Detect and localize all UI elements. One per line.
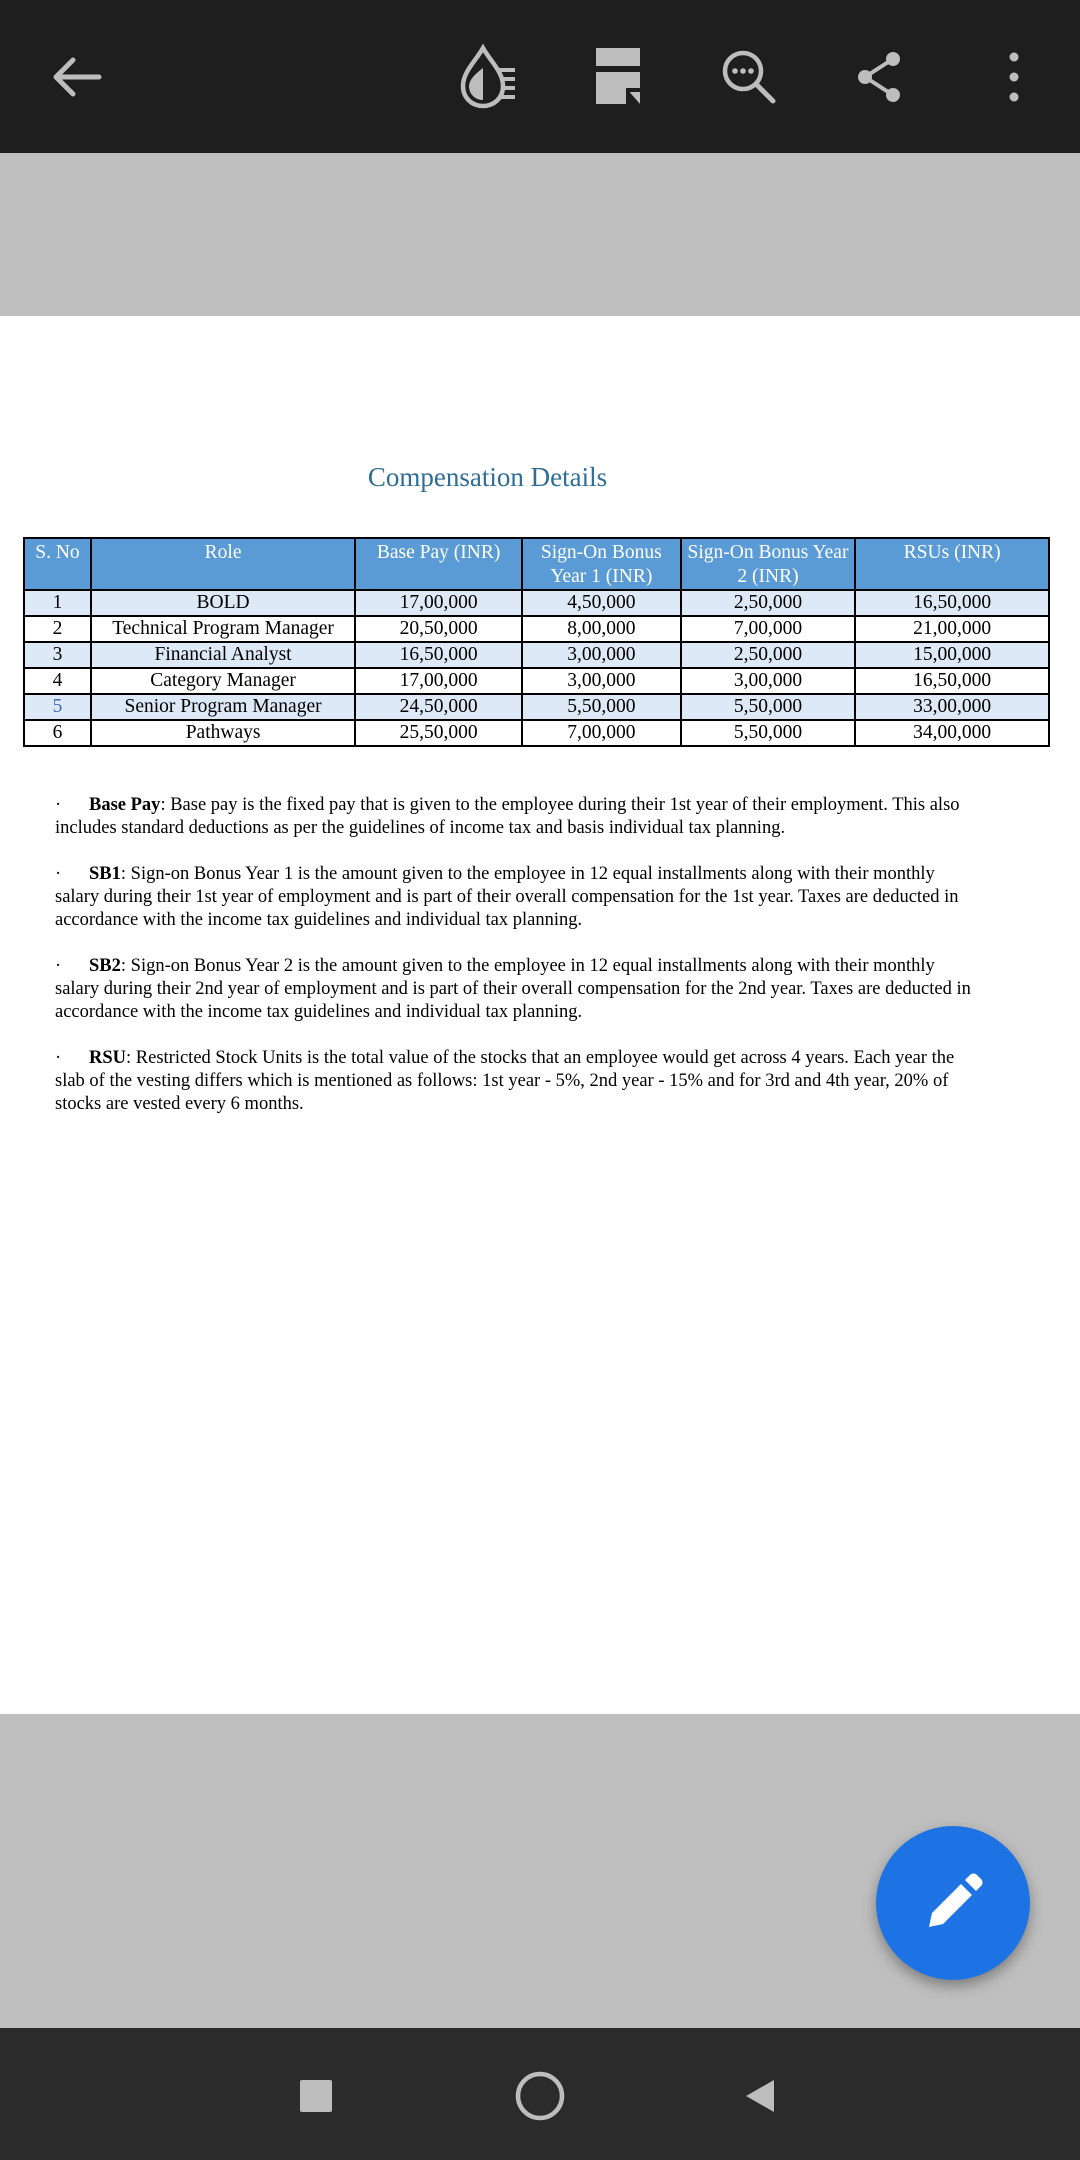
cell-rsus: 15,00,000 [855,642,1049,668]
note-text: : Sign-on Bonus Year 2 is the amount given to the employee in 12 equal installments along with their monthly salary during their 2nd year of employment and is part of their overall compensation for the 2nd year. Taxes are deducted in accordance with the income tax guidelines and individual tax planning. [55,956,971,1022]
definitions-list [55,794,975,1139]
edit-pencil-icon [921,1871,985,1935]
note-text: : Base pay is the fixed pay that is given to the employee during their 1st year of their employment. This also includes standard deductions as per the guidelines of income tax and basis individual tax planning. [55,795,960,838]
cell-role: Senior Program Manager [91,694,355,720]
back-arrow-icon [49,49,105,105]
cell-role: Technical Program Manager [91,616,355,642]
cell-sb2: 2,50,000 [681,590,856,616]
bullet: · [55,795,62,815]
recents-square-icon [298,2078,334,2114]
recents-button[interactable] [286,2066,346,2126]
cell-sb1: 3,00,000 [522,642,681,668]
header-s-no: S. No [24,538,91,590]
cell-rsus: 34,00,000 [855,720,1049,746]
document-title: Compensation Details [367,462,608,492]
cell-sb2: 5,50,000 [681,720,856,746]
cell-sb1: 4,50,000 [522,590,681,616]
bullet: · [55,1048,62,1068]
edit-button[interactable] [876,1826,1030,1980]
cell-s-no: 5 [24,694,91,720]
cell-rsus: 16,50,000 [855,590,1049,616]
table-row [24,616,1049,642]
cell-base-pay: 17,00,000 [355,668,522,694]
cell-s-no: 1 [24,590,91,616]
table-row [24,694,1049,720]
cell-base-pay: 17,00,000 [355,590,522,616]
cell-sb1: 8,00,000 [522,616,681,642]
share-icon [851,49,907,105]
back-triangle-icon [740,2076,780,2116]
note-rsu [55,1047,975,1116]
share-button[interactable] [836,34,922,120]
back-button[interactable] [34,34,120,120]
top-toolbar [0,0,1080,153]
ink-drop-list-icon [453,42,523,112]
cell-base-pay: 25,50,000 [355,720,522,746]
more-options-button[interactable] [971,34,1057,120]
cell-rsus: 33,00,000 [855,694,1049,720]
table-row [24,668,1049,694]
system-back-button[interactable] [730,2066,790,2126]
cell-role: Category Manager [91,668,355,694]
cell-sb2: 2,50,000 [681,642,856,668]
page-layout-icon [588,42,648,112]
cell-base-pay: 24,50,000 [355,694,522,720]
header-role: Role [91,538,355,590]
compensation-table [23,537,1050,747]
page-gap-top [0,153,1080,316]
note-sb2 [55,955,975,1024]
cell-s-no: 3 [24,642,91,668]
search-button[interactable] [706,34,792,120]
table-row [24,590,1049,616]
header-sign-on-bonus-year-2: Sign-On Bonus Year 2 (INR) [681,538,856,590]
note-text: : Restricted Stock Units is the total value of the stocks that an employee would get across 4 years. Each year the slab of the vesting differs which is mentioned as follows: 1st year - 5%, 2nd year - 15% and for 3rd and 4th year, 20% of stocks are vested every 6 months. [55,1048,955,1114]
home-circle-icon [514,2070,566,2122]
document-page [0,316,1080,1714]
cell-base-pay: 20,50,000 [355,616,522,642]
note-term: SB2 [89,956,121,976]
cell-role: BOLD [91,590,355,616]
bullet: · [55,864,62,884]
cell-sb2: 5,50,000 [681,694,856,720]
note-text: : Sign-on Bonus Year 1 is the amount given to the employee in 12 equal installments along with their monthly salary during their 1st year of employment and is part of their overall compensation for the 1st year. Taxes are deducted in accordance with the income tax guidelines and individual tax planning. [55,864,959,930]
note-term: RSU [89,1048,127,1068]
cell-s-no: 6 [24,720,91,746]
reading-mode-button[interactable] [445,34,531,120]
table-row [24,720,1049,746]
page-view-button[interactable] [575,34,661,120]
cell-rsus: 21,00,000 [855,616,1049,642]
note-sb1 [55,863,975,932]
header-base-pay: Base Pay (INR) [355,538,522,590]
system-nav-bar [0,2028,1080,2160]
more-vert-icon [999,49,1029,105]
cell-sb1: 5,50,000 [522,694,681,720]
cell-s-no: 2 [24,616,91,642]
note-term: Base Pay [89,795,161,815]
header-rsus: RSUs (INR) [855,538,1049,590]
search-more-icon [719,47,779,107]
cell-sb1: 7,00,000 [522,720,681,746]
cell-base-pay: 16,50,000 [355,642,522,668]
note-base-pay [55,794,975,840]
cell-s-no: 4 [24,668,91,694]
header-sign-on-bonus-year-1: Sign-On Bonus Year 1 (INR) [522,538,681,590]
cell-role: Financial Analyst [91,642,355,668]
home-button[interactable] [510,2066,570,2126]
table-header-row [24,538,1049,590]
cell-sb1: 3,00,000 [522,668,681,694]
bullet: · [55,956,62,976]
cell-sb2: 7,00,000 [681,616,856,642]
table-row [24,642,1049,668]
cell-sb2: 3,00,000 [681,668,856,694]
note-term: SB1 [89,864,121,884]
cell-role: Pathways [91,720,355,746]
cell-rsus: 16,50,000 [855,668,1049,694]
